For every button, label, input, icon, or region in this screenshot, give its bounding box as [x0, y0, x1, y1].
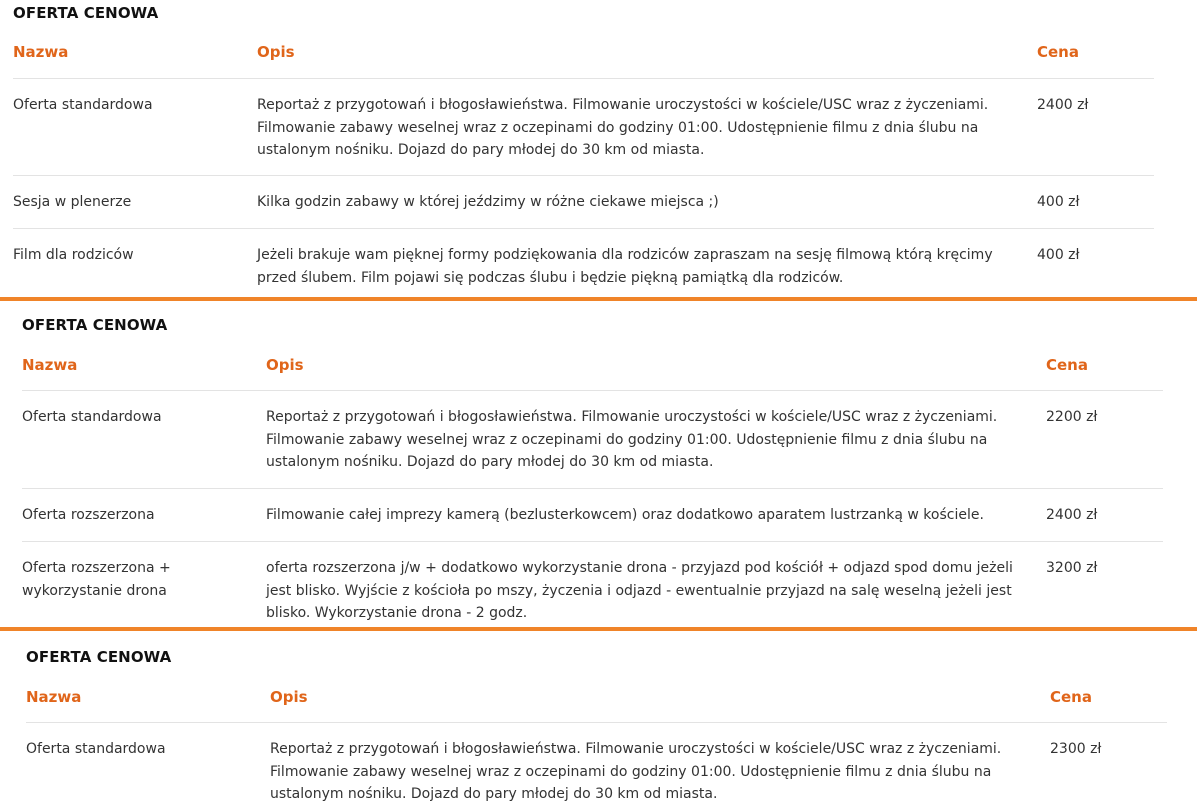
section-title: OFERTA CENOWA [22, 316, 168, 334]
offer-name: Oferta standardowa [26, 741, 166, 757]
column-header-price: Cena [1046, 356, 1088, 374]
offer-price: 3200 zł [1046, 560, 1098, 576]
column-header-description: Opis [266, 356, 304, 374]
offer-name: Oferta rozszerzona + wykorzystanie drona [22, 560, 171, 599]
column-header-name: Nazwa [26, 688, 82, 706]
header-divider [26, 722, 1167, 723]
row-divider [22, 488, 1163, 489]
column-header-description: Opis [270, 688, 308, 706]
offer-price: 400 zł [1037, 194, 1080, 210]
row-divider [22, 541, 1163, 542]
offer-name: Oferta standardowa [22, 409, 162, 425]
offer-name: Oferta standardowa [13, 97, 153, 113]
offer-description: Reportaż z przygotowań i błogosławieństwa. Filmowanie uroczystości w kościele/USC wraz z życzeniami. Filmowanie zabawy weselnej wraz z oczepinami do godziny 01:00. Udostępnienie filmu z dnia ślubu na ustalonym nośniku. Dojazd do pary młodej do 30 km od miasta. [266, 409, 998, 470]
offer-name: Film dla rodziców [13, 247, 134, 263]
offer-description: Jeżeli brakuje wam pięknej formy podziękowania dla rodziców zapraszam na sesję filmową którą kręcimy przed ślubem. Film pojawi się podczas ślubu i będzie piękną pamiątką dla rodziców. [257, 247, 993, 286]
offer-price: 2200 zł [1046, 409, 1098, 425]
column-header-description: Opis [257, 43, 295, 61]
offer-description: Reportaż z przygotowań i błogosławieństwa. Filmowanie uroczystości w kościele/USC wraz z życzeniami. Filmowanie zabawy weselnej wraz z oczepinami do godziny 01:00. Udostępnienie filmu z dnia ślubu na ustalonym nośniku. Dojazd do pary młodej do 30 km od miasta. [270, 741, 1002, 802]
price-offer-section-1 [0, 0, 1197, 298]
column-header-price: Cena [1037, 43, 1079, 61]
offer-description: Kilka godzin zabawy w której jeździmy w różne ciekawe miejsca ;) [257, 194, 719, 210]
section-title: OFERTA CENOWA [26, 648, 172, 666]
offer-description: Filmowanie całej imprezy kamerą (bezlusterkowcem) oraz dodatkowo aparatem lustrzanką w kościele. [266, 507, 984, 523]
row-divider [13, 228, 1154, 229]
offer-price: 2300 zł [1050, 741, 1102, 757]
section-title: OFERTA CENOWA [13, 4, 159, 22]
column-header-price: Cena [1050, 688, 1092, 706]
price-offer-section-2 [0, 301, 1197, 627]
offer-price: 2400 zł [1046, 507, 1098, 523]
header-divider [22, 390, 1163, 391]
offer-price: 2400 zł [1037, 97, 1089, 113]
offer-description: Reportaż z przygotowań i błogosławieństwa. Filmowanie uroczystości w kościele/USC wraz z życzeniami. Filmowanie zabawy weselnej wraz z oczepinami do godziny 01:00. Udostępnienie filmu z dnia ślubu na ustalonym nośniku. Dojazd do pary młodej do 30 km od miasta. [257, 97, 989, 158]
column-header-name: Nazwa [13, 43, 69, 61]
column-header-name: Nazwa [22, 356, 78, 374]
header-divider [13, 78, 1154, 79]
offer-price: 400 zł [1037, 247, 1080, 263]
row-divider [13, 175, 1154, 176]
offer-name: Oferta rozszerzona [22, 507, 155, 523]
offer-description: oferta rozszerzona j/w + dodatkowo wykorzystanie drona - przyjazd pod kościół + odjazd spod domu jeżeli jest blisko. Wyjście z kościoła po mszy, życzenia i odjazd - ewentualnie przyjazd na salę weselną jeżeli jest blisko. Wykorzystanie drona - 2 godz. [266, 560, 1013, 621]
price-offer-section-3 [0, 631, 1197, 807]
offer-name: Sesja w plenerze [13, 194, 132, 210]
